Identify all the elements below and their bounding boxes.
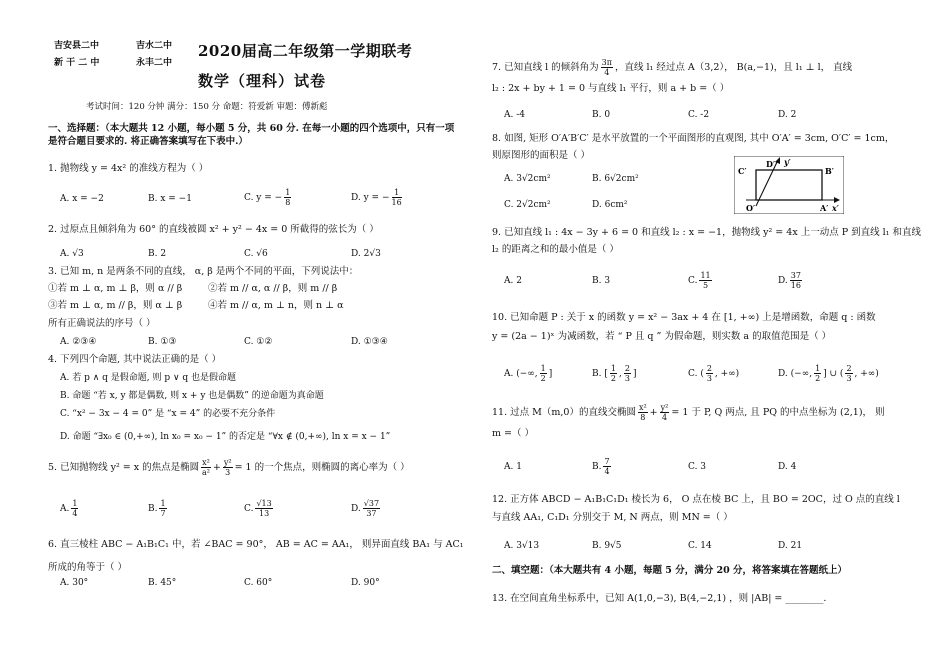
q5-c-den: 13 bbox=[258, 509, 270, 518]
q2-option-d: D. 2√3 bbox=[351, 249, 381, 259]
q5-b-num: 1 bbox=[160, 499, 166, 508]
q11-b-num: 7 bbox=[604, 457, 610, 466]
q6-option-d: D. 90° bbox=[351, 578, 380, 588]
label-y-prime: y′ bbox=[784, 157, 791, 167]
q9-c-den: 5 bbox=[702, 281, 709, 290]
q10-d-num-2: 2 bbox=[846, 364, 852, 373]
q10-d-fraction-2 bbox=[845, 364, 852, 383]
q9-option-d bbox=[778, 267, 804, 295]
q5-a-label: A. bbox=[60, 504, 70, 514]
q11-f2-den: 4 bbox=[661, 413, 668, 422]
label-o-prime: O′ bbox=[746, 203, 756, 213]
q1-option-a: A. x = −2 bbox=[60, 194, 104, 204]
q10-c-fraction bbox=[706, 364, 713, 383]
label-a-prime: A′ bbox=[820, 203, 829, 213]
q8-option-c: C. 2√2cm² bbox=[504, 200, 551, 210]
q10-stem-2: y = (2a − 1)ˣ 为减函数，若 “ P 且 q ” 为假命题，则实数 a 的取值范围是（ ） bbox=[492, 331, 832, 342]
q5-option-b bbox=[148, 495, 169, 523]
q5-f2-num: y² bbox=[223, 458, 232, 467]
q3-statement-3: ③若 m ⊥ α, m // β，则 α ⊥ β bbox=[48, 300, 183, 311]
label-c-prime: C′ bbox=[738, 166, 747, 176]
q1-c-num: 1 bbox=[285, 188, 291, 197]
q1-d-num: 1 bbox=[392, 188, 402, 198]
q9-stem-2: l₂ 的距离之和的最小值是（ ） bbox=[492, 244, 619, 255]
q10-c-open: ( bbox=[700, 369, 704, 379]
q10-b-open: [ bbox=[604, 369, 608, 379]
question-6-stem: 6. 直三棱柱 ABC − A₁B₁C₁ 中，若 ∠BAC = 90°， AB = AC = AA₁， 则异面直线 BA₁ 与 AC₁ bbox=[48, 539, 464, 550]
q5-stem-b: = 1 的一个焦点，则椭圆的离心率为（ ） bbox=[234, 462, 410, 473]
question-13-stem: 13. 在空间直角坐标系中，已知 A(1,0,−3), B(4,−2,1) ，则 |AB| = ________. bbox=[492, 593, 827, 604]
q10-d-den-2: 3 bbox=[846, 374, 852, 383]
q11-fraction-1 bbox=[638, 403, 648, 422]
q9-d-fraction bbox=[790, 271, 802, 290]
q11-stem-2: m =（ ） bbox=[492, 428, 535, 439]
q4-option-c: C. “x² − 3x − 4 = 0” 是 “x = 4” 的必要不充分条件 bbox=[60, 409, 276, 419]
q10-b-num-1: 1 bbox=[610, 364, 616, 373]
school-3: 新 干 二 中 bbox=[54, 58, 100, 68]
exam-info: 考试时间：120 分钟 满分：150 分 命题：符爱新 审题：傅新彪 bbox=[86, 102, 328, 112]
q1-c-text: C. y = − bbox=[244, 193, 283, 203]
question-8-stem: 8. 如图, 矩形 O′A′B′C′ 是水平放置的一个平面图形的直观图, 其中 O′A′ = 3cm, O′C′ = 1cm， bbox=[492, 133, 895, 144]
q3-ask: 所有正确说法的序号（ ） bbox=[48, 318, 156, 329]
q7-stem-a: 7. 已知直线 l 的倾斜角为 bbox=[492, 62, 599, 73]
q5-c-fraction bbox=[255, 499, 272, 518]
label-x-prime: x′ bbox=[832, 203, 839, 213]
q4-option-a: A. 若 p ∧ q 是假命题, 则 p ∨ q 也是假命题 bbox=[60, 373, 237, 383]
q9-d-num: 37 bbox=[790, 271, 801, 280]
q10-option-a bbox=[504, 360, 552, 388]
q11-option-a: A. 1 bbox=[504, 462, 522, 472]
q12-option-d: D. 21 bbox=[778, 541, 803, 551]
q7-fraction bbox=[601, 58, 613, 77]
school-1: 吉安县二中 bbox=[54, 41, 100, 51]
q1-option-c bbox=[244, 185, 293, 211]
section-heading-choice: 一、选择题：（本大题共 12 小题，每小题 5 分，共 60 分. 在每一小题的四个选项中，只有一项是符合题目要求的. 将正确答案填写在下表中.） bbox=[48, 123, 455, 147]
q11-f1-den: 8 bbox=[640, 413, 646, 422]
q11-stem-b: = 1 于 P, Q 两点, 且 PQ 的中点坐标为 (2,1)， 则 bbox=[671, 407, 885, 418]
q10-a-close: ] bbox=[548, 369, 553, 379]
q9-d-den: 16 bbox=[790, 281, 801, 290]
q5-plus: + bbox=[212, 462, 221, 473]
q11-b-label: B. bbox=[592, 462, 602, 472]
q5-d-label: D. bbox=[351, 504, 361, 514]
q6-option-c: C. 60° bbox=[244, 578, 273, 588]
q4-option-b: B. 命题 “若 x, y 都是偶数, 则 x + y 也是偶数” 的逆命题为真命题 bbox=[60, 391, 324, 401]
q10-d-num-1: 1 bbox=[815, 364, 821, 373]
q5-c-label: C. bbox=[244, 504, 254, 514]
q8-stem-2: 则原图形的面积是（ ） bbox=[492, 150, 591, 161]
q12-option-c: C. 14 bbox=[688, 541, 712, 551]
q10-d-label: D. bbox=[778, 369, 788, 379]
q10-c-close: , +∞) bbox=[714, 369, 740, 379]
oblique-rectangle-diagram bbox=[734, 156, 844, 214]
q11-option-d: D. 4 bbox=[778, 462, 797, 472]
q10-d-open: (−∞, bbox=[790, 369, 813, 379]
q10-b-den-1: 2 bbox=[610, 374, 616, 383]
q9-d-label: D. bbox=[778, 276, 788, 286]
q3-option-b: B. ①③ bbox=[148, 337, 177, 347]
q10-option-d bbox=[778, 360, 879, 388]
q10-d-fraction-1 bbox=[814, 364, 821, 383]
q5-a-den: 4 bbox=[72, 509, 78, 518]
q5-option-d bbox=[351, 495, 382, 523]
q11-option-c: C. 3 bbox=[688, 462, 707, 472]
q10-b-fraction-1 bbox=[610, 364, 617, 383]
q5-f1-den: a² bbox=[202, 468, 210, 477]
question-12-stem: 12. 正方体 ABCD − A₁B₁C₁D₁ 棱长为 6， O 点在棱 BC 上，且 BO = 2OC，过 O 点的直线 l bbox=[492, 494, 900, 505]
q10-b-label: B. bbox=[592, 369, 602, 379]
q7-option-c: C. -2 bbox=[688, 110, 710, 120]
q5-option-a bbox=[60, 495, 80, 523]
question-5-stem bbox=[48, 455, 410, 481]
q5-stem-a: 5. 已知抛物线 y² = x 的焦点是椭圆 bbox=[48, 462, 200, 473]
q8-option-d: D. 6cm² bbox=[592, 200, 628, 210]
q7-option-a: A. -4 bbox=[504, 110, 525, 120]
q5-f1-num: x² bbox=[202, 458, 210, 467]
q1-c-den: 8 bbox=[285, 198, 291, 207]
q9-option-b: B. 3 bbox=[592, 276, 611, 286]
question-11-stem bbox=[492, 400, 885, 426]
q2-option-b: B. 2 bbox=[148, 249, 167, 259]
q8-option-a: A. 3√2cm² bbox=[504, 174, 551, 184]
q5-fraction-2 bbox=[223, 458, 233, 477]
q7-f-den: 4 bbox=[604, 68, 610, 77]
q3-option-c: C. ①② bbox=[244, 337, 273, 347]
q6-stem-2: 所成的角等于（ ） bbox=[48, 562, 128, 573]
q7-stem-2: l₂ : 2x + by + 1 = 0 与直线 l₁ 平行，则 a + b =（ ） bbox=[492, 83, 730, 94]
q2-option-c: C. √6 bbox=[244, 249, 268, 259]
q10-a-open: (−∞, bbox=[516, 369, 538, 379]
q5-b-label: B. bbox=[148, 504, 158, 514]
q3-statement-2: ②若 m // α, α // β，则 m // β bbox=[208, 283, 338, 294]
q2-option-a: A. √3 bbox=[60, 249, 84, 259]
q10-a-fraction bbox=[540, 364, 547, 383]
q7-option-b: B. 0 bbox=[592, 110, 611, 120]
q10-option-b bbox=[592, 360, 636, 388]
q11-stem-a: 11. 过点 M（m,0）的直线交椭圆 bbox=[492, 407, 636, 418]
question-3-stem: 3. 已知 m, n 是两条不同的直线， α, β 是两个不同的平面，下列说法中： bbox=[48, 266, 359, 277]
q6-option-b: B. 45° bbox=[148, 578, 177, 588]
q5-option-c bbox=[244, 495, 275, 523]
q1-c-fraction bbox=[284, 188, 291, 207]
question-7-stem bbox=[492, 55, 852, 81]
q10-option-c bbox=[688, 360, 739, 388]
q10-d-den-1: 2 bbox=[815, 374, 821, 383]
q5-d-fraction bbox=[363, 499, 380, 518]
q10-c-den: 3 bbox=[706, 374, 712, 383]
q11-option-b bbox=[592, 453, 613, 481]
q10-b-den-2: 3 bbox=[624, 374, 630, 383]
q3-option-a: A. ②③④ bbox=[60, 337, 97, 347]
q1-option-b: B. x = −1 bbox=[148, 194, 192, 204]
q5-b-den: 7 bbox=[160, 509, 166, 518]
q12-option-b: B. 9√5 bbox=[592, 541, 622, 551]
q7-option-d: D. 2 bbox=[778, 110, 797, 120]
question-9-stem: 9. 已知直线 l₁ : 4x − 3y + 6 = 0 和直线 l₂ : x = −1，抛物线 y² = 4x 上一动点 P 到直线 l₁ 和直线 bbox=[492, 227, 922, 238]
q10-c-label: C. bbox=[688, 369, 698, 379]
q10-b-comma: , bbox=[618, 369, 622, 379]
q5-b-fraction bbox=[159, 499, 166, 518]
school-2: 吉水二中 bbox=[136, 41, 173, 51]
q1-d-den: 16 bbox=[391, 198, 402, 207]
q6-option-a: A. 30° bbox=[60, 578, 89, 588]
q9-c-label: C. bbox=[688, 276, 698, 286]
q10-a-den: 2 bbox=[540, 374, 546, 383]
q10-b-num-2: 2 bbox=[624, 364, 630, 373]
q10-b-fraction-2 bbox=[624, 364, 631, 383]
q10-d-close: , +∞) bbox=[854, 369, 879, 379]
q11-b-den: 4 bbox=[604, 467, 610, 476]
question-10-stem: 10. 已知命题 P : 关于 x 的函数 y = x² − 3ax + 4 在 [1, +∞) 上是增函数，命题 q : 函数 bbox=[492, 312, 876, 323]
q5-f2-den: 3 bbox=[225, 468, 231, 477]
question-1-stem: 1. 抛物线 y = 4x² 的准线方程为（ ） bbox=[48, 163, 209, 174]
q5-fraction-1 bbox=[201, 458, 211, 477]
q10-d-union: ] ∪ ( bbox=[823, 369, 844, 379]
q12-option-a: A. 3√13 bbox=[504, 541, 540, 551]
q9-option-a: A. 2 bbox=[504, 276, 522, 286]
q11-f2-num: y² bbox=[660, 403, 669, 412]
q10-a-num: 1 bbox=[540, 364, 546, 373]
q10-c-num: 2 bbox=[706, 364, 712, 373]
q12-stem-2: 与直线 AA₁, C₁D₁ 分别交于 M, N 两点，则 MN =（ ） bbox=[492, 512, 733, 523]
school-4: 永丰二中 bbox=[136, 58, 173, 68]
q4-option-d: D. 命题 “∃x₀ ∈ (0,+∞), ln x₀ = x₀ − 1” 的否定是 “∀x ∉ (0,+∞), ln x = x − 1” bbox=[60, 432, 391, 442]
q5-d-num: √37 bbox=[363, 499, 380, 508]
q11-fraction-2 bbox=[660, 403, 670, 422]
q5-c-num: √13 bbox=[256, 499, 272, 508]
exam-title: 2020届高二年级第一学期联考 bbox=[198, 42, 413, 60]
q8-option-b: B. 6√2cm² bbox=[592, 174, 639, 184]
question-4-stem: 4. 下列四个命题, 其中说法正确的是（ ） bbox=[48, 354, 222, 365]
q11-plus: + bbox=[649, 407, 658, 418]
q11-b-fraction bbox=[603, 457, 610, 476]
label-b-prime: B′ bbox=[825, 166, 834, 176]
question-2-stem: 2. 过原点且倾斜角为 60° 的直线被圆 x² + y² − 4x = 0 所截得的弦长为（ ） bbox=[48, 224, 379, 235]
q10-a-label: A. bbox=[504, 369, 514, 379]
q10-b-close: ] bbox=[632, 369, 637, 379]
label-d-prime: D′ bbox=[766, 159, 776, 169]
q5-a-num: 1 bbox=[72, 499, 78, 508]
q5-d-den: 37 bbox=[366, 509, 377, 518]
q3-statement-1: ①若 m ⊥ α, m ⊥ β，则 α // β bbox=[48, 283, 183, 294]
section-heading-fill: 二、填空题：（本大题共有 4 小题，每题 5 分，满分 20 分，将答案填在答题纸上） bbox=[492, 565, 848, 576]
q3-statement-4: ④若 m // α, m ⊥ n，则 n ⊥ α bbox=[208, 300, 344, 311]
q3-option-d: D. ①③④ bbox=[351, 337, 388, 347]
q9-c-num: 11 bbox=[700, 271, 711, 280]
q7-stem-b: ，直线 l₁ 经过点 A（3,2）， B(a,−1)，且 l₁ ⊥ l， 直线 bbox=[615, 62, 853, 73]
q7-f-num: 3π bbox=[601, 58, 613, 67]
q5-a-fraction bbox=[71, 499, 78, 518]
exam-subtitle: 数学（理科）试卷 bbox=[198, 72, 327, 90]
q1-d-text: D. y = − bbox=[351, 193, 390, 203]
q1-d-fraction bbox=[392, 188, 402, 207]
q9-option-c bbox=[688, 267, 714, 295]
q11-f1-num: x² bbox=[638, 403, 647, 412]
q9-c-fraction bbox=[699, 271, 711, 290]
q1-option-d bbox=[351, 185, 404, 211]
